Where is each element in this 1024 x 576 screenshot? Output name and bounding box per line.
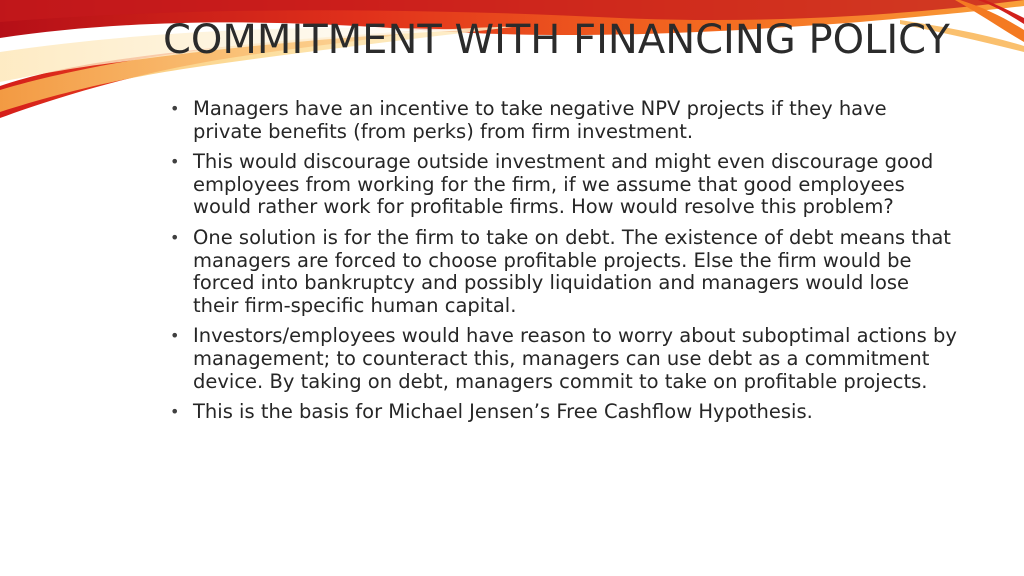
bullet-text: This would discourage outside investment and might even discourage good employees from working for the firm, if we assume that good employees would rather work for profitable firms. How would resolve this problem? — [193, 150, 934, 219]
bullet-dot-icon: • — [170, 326, 180, 346]
bullet-dot-icon: • — [170, 152, 180, 172]
bullet-text: Investors/employees would have reason to worry about suboptimal actions by management; to counteract this, managers can use debt as a commitment device. By taking on debt, managers commit to take on profitable projects. — [193, 324, 957, 393]
bullet-list — [170, 98, 960, 432]
bullet-item — [170, 401, 960, 424]
bullet-item — [170, 98, 960, 143]
bullet-dot-icon: • — [170, 402, 180, 422]
bullet-text: This is the basis for Michael Jensen’s Free Cashflow Hypothesis. — [193, 400, 813, 424]
bullet-dot-icon: • — [170, 227, 180, 247]
bullet-item — [170, 325, 960, 393]
bullet-item — [170, 227, 960, 317]
bullet-dot-icon: • — [170, 99, 180, 118]
bullet-item — [170, 151, 960, 219]
bullet-text: Managers have an incentive to take negative NPV projects if they have private benefits (from perks) from firm investment. — [193, 97, 887, 143]
slide-title: COMMITMENT WITH FINANCING POLICY — [163, 17, 950, 63]
bullet-text: One solution is for the firm to take on debt. The existence of debt means that managers are forced to choose profitable projects. Else the firm would be forced into bankruptcy and possibly liquidation and managers would lose their firm-specific human capital. — [193, 225, 951, 317]
